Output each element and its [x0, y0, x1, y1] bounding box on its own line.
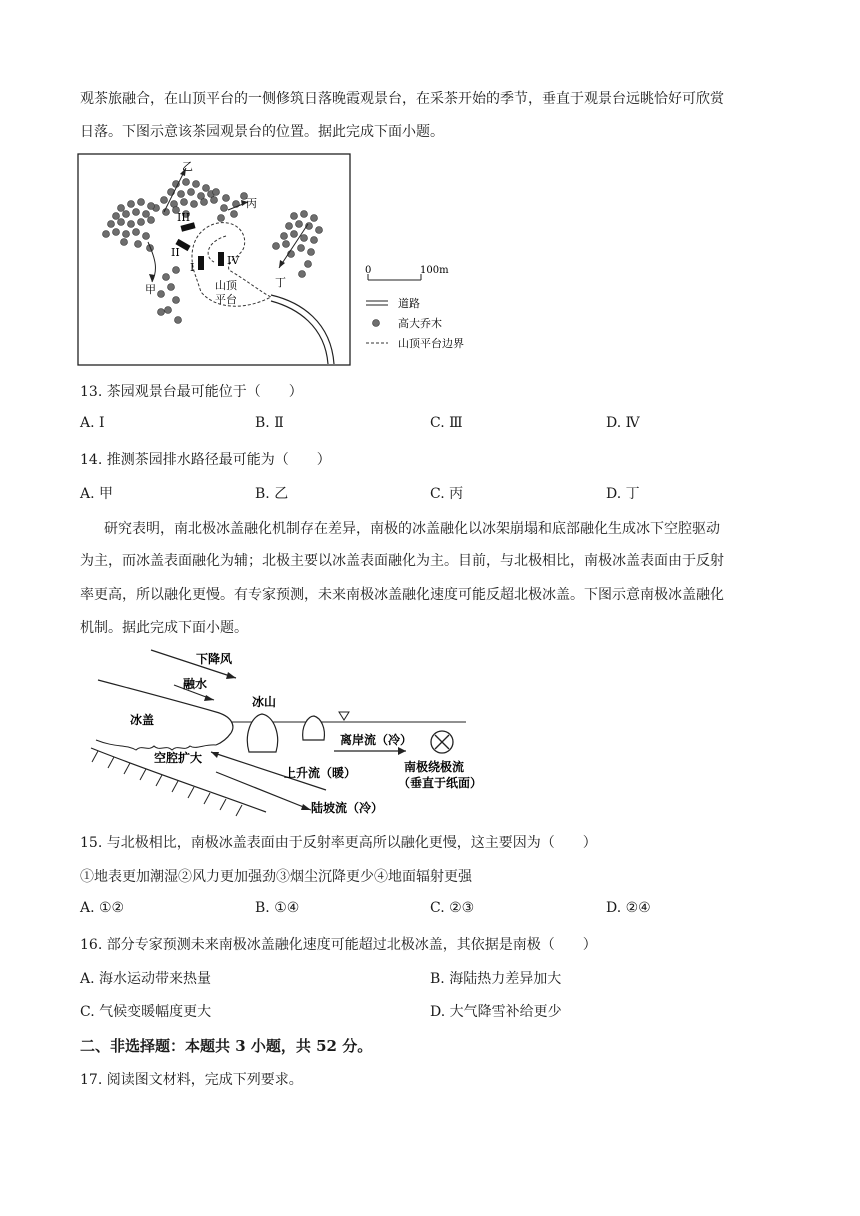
tree-marker [103, 231, 110, 238]
tree-marker [308, 249, 315, 256]
q15-option-d[interactable]: D. ②④ [606, 900, 651, 916]
tree-marker [231, 211, 238, 218]
q13-option-b[interactable]: B. Ⅱ [255, 415, 284, 431]
intro-line-1: 观茶旅融合，在山顶平台的一侧修筑日落晚霞观景台，在采茶开始的季节，垂直于观景台远眺恰好可欣赏 [80, 91, 724, 107]
tree-marker [188, 189, 195, 196]
svg-text:100m: 100m [420, 265, 449, 276]
q13-option-c[interactable]: C. Ⅲ [430, 415, 463, 431]
deck-I [198, 256, 204, 270]
tree-marker [191, 201, 198, 208]
label-katabatic: 下降风 [196, 652, 233, 666]
iceberg-2 [303, 716, 325, 740]
tree-marker [305, 261, 312, 268]
q15-choices: ①地表更加潮湿②风力更加强劲③烟尘沉降更少④地面辐射更强 [80, 869, 472, 885]
tree-marker [118, 205, 125, 212]
label-bing: 丙 [246, 197, 257, 210]
label-iceberg: 冰山 [252, 695, 277, 709]
tree-marker [128, 221, 135, 228]
tree-marker [178, 191, 185, 198]
passage-line-2: 为主，而冰盖表面融化为辅；北极主要以冰盖表面融化为主。目前，与北极相比，南极冰盖表面由于反射 [80, 553, 724, 569]
q14-option-a[interactable]: A. 甲 [80, 486, 114, 502]
q15-option-a[interactable]: A. ①② [80, 900, 125, 916]
label-icesheet: 冰盖 [130, 713, 155, 727]
cavity-edge [96, 740, 216, 750]
q15-option-b[interactable]: B. ①④ [255, 900, 300, 916]
label-meltwater: 融水 [183, 677, 208, 691]
label-circumpolar: 南极绕极流 [404, 760, 465, 774]
q16-option-b[interactable]: B. 海陆热力差异加大 [430, 971, 562, 987]
tree-marker [173, 267, 180, 274]
tree-marker [173, 297, 180, 304]
ice-surface [98, 680, 233, 733]
label-offshore: 离岸流（冷） [340, 733, 413, 747]
tree-marker [311, 237, 318, 244]
tree-marker [213, 189, 220, 196]
tree-marker [123, 211, 130, 218]
label-ding: 丁 [275, 276, 286, 289]
tree-marker [158, 309, 165, 316]
section-2-title: 二、非选择题：本题共 3 小题，共 52 分。 [80, 1037, 373, 1055]
passage-line-1: 研究表明，南北极冰盖融化机制存在差异，南极的冰盖融化以冰架崩塌和底部融化生成冰下空腔驱动 [104, 521, 720, 537]
tree-marker [211, 197, 218, 204]
label-platform-1: 山顶 [215, 279, 237, 292]
tree-marker [183, 179, 190, 186]
label-slope: 陆坡流（冷） [311, 801, 384, 815]
tree-marker [291, 213, 298, 220]
tree-marker [311, 215, 318, 222]
tree-marker [181, 199, 188, 206]
label-platform-2: 平台 [215, 293, 237, 306]
deck-IV [218, 252, 224, 266]
label-cavity: 空腔扩大 [154, 751, 203, 765]
q16-stem: 16. 部分专家预测未来南极冰盖融化速度可能超过北极冰盖，其依据是南极（ ） [80, 937, 597, 953]
scale-bar [365, 265, 449, 280]
tree-marker [133, 229, 140, 236]
tree-marker [193, 181, 200, 188]
svg-text:0: 0 [365, 265, 372, 276]
q15-option-c[interactable]: C. ②③ [430, 900, 475, 916]
tree-marker [143, 233, 150, 240]
tree-marker [143, 211, 150, 218]
tree-marker [113, 229, 120, 236]
q13-option-a[interactable]: A. Ⅰ [80, 415, 105, 431]
q16-option-c[interactable]: C. 气候变暖幅度更大 [80, 1004, 212, 1020]
q14-option-b[interactable]: B. 乙 [255, 486, 289, 502]
legend-road: 道路 [398, 297, 420, 310]
tree-marker [218, 215, 225, 222]
tree-marker [316, 227, 323, 234]
tree-marker [273, 243, 280, 250]
tree-marker [148, 203, 155, 210]
q16-option-a[interactable]: A. 海水运动带来热量 [80, 971, 212, 987]
tree-marker [286, 223, 293, 230]
tree-marker [301, 211, 308, 218]
tree-marker [133, 209, 140, 216]
ice-melt-diagram [86, 640, 486, 820]
tree-marker [291, 231, 298, 238]
tree-marker [138, 219, 145, 226]
q13-stem: 13. 茶园观景台最可能位于（ ） [80, 384, 303, 400]
tree-marker [223, 195, 230, 202]
label-yi: 乙 [182, 160, 193, 173]
tree-marker [123, 231, 130, 238]
tree-marker [128, 201, 135, 208]
q15-stem: 15. 与北极相比，南极冰盖表面由于反射率更高所以融化更慢，这主要因为（ ） [80, 835, 597, 851]
label-r3: III [177, 211, 191, 224]
label-upwelling: 上升流（暖） [284, 766, 357, 780]
label-circumpolar-note: （垂直于纸面） [398, 776, 483, 790]
tree-marker [298, 245, 305, 252]
circumpolar-symbol [431, 731, 453, 753]
tree-marker [168, 284, 175, 291]
tree-marker [118, 219, 125, 226]
intro-line-2: 日落。下图示意该茶园观景台的位置。据此完成下面小题。 [80, 124, 444, 140]
tea-garden-map [76, 152, 496, 367]
tree-marker [161, 197, 168, 204]
tree-marker [108, 221, 115, 228]
tree-marker [163, 274, 170, 281]
passage-line-4: 机制。据此完成下面小题。 [80, 620, 248, 636]
passage-line-3: 率更高，所以融化更慢。有专家预测，未来南极冰盖融化速度可能反超北极冰盖。下图示意南极冰盖融化 [80, 587, 724, 603]
tree-marker [121, 239, 128, 246]
tree-marker [283, 241, 290, 248]
tree-marker [158, 291, 165, 298]
q17-stem: 17. 阅读图文材料，完成下列要求。 [80, 1072, 303, 1088]
label-r1: I [190, 261, 195, 274]
tree-marker [135, 241, 142, 248]
tree-marker [163, 209, 170, 216]
tree-marker [138, 199, 145, 206]
tree-marker [165, 307, 172, 314]
q14-option-d[interactable]: D. 丁 [606, 486, 640, 502]
map-legend [366, 297, 464, 350]
tree-marker [221, 205, 228, 212]
label-r2: II [171, 246, 180, 259]
label-r4: IV [227, 254, 240, 267]
legend-tree: 高大乔木 [398, 317, 442, 330]
tree-marker [201, 199, 208, 206]
q13-option-d[interactable]: D. Ⅳ [606, 415, 640, 431]
iceberg-1 [247, 714, 277, 752]
tree-marker [301, 235, 308, 242]
legend-boundary: 山顶平台边界 [398, 337, 464, 350]
tree-marker [296, 221, 303, 228]
tree-marker [148, 217, 155, 224]
tree-marker [113, 213, 120, 220]
q14-stem: 14. 推测茶园排水路径最可能为（ ） [80, 452, 331, 468]
tree-marker [203, 185, 210, 192]
label-jia: 甲 [145, 283, 156, 296]
tree-marker [175, 317, 182, 324]
q16-option-d[interactable]: D. 大气降雪补给更少 [430, 1004, 562, 1020]
q14-option-c[interactable]: C. 丙 [430, 486, 464, 502]
tree-marker [299, 271, 306, 278]
map-frame [78, 154, 350, 365]
tree-marker [281, 233, 288, 240]
